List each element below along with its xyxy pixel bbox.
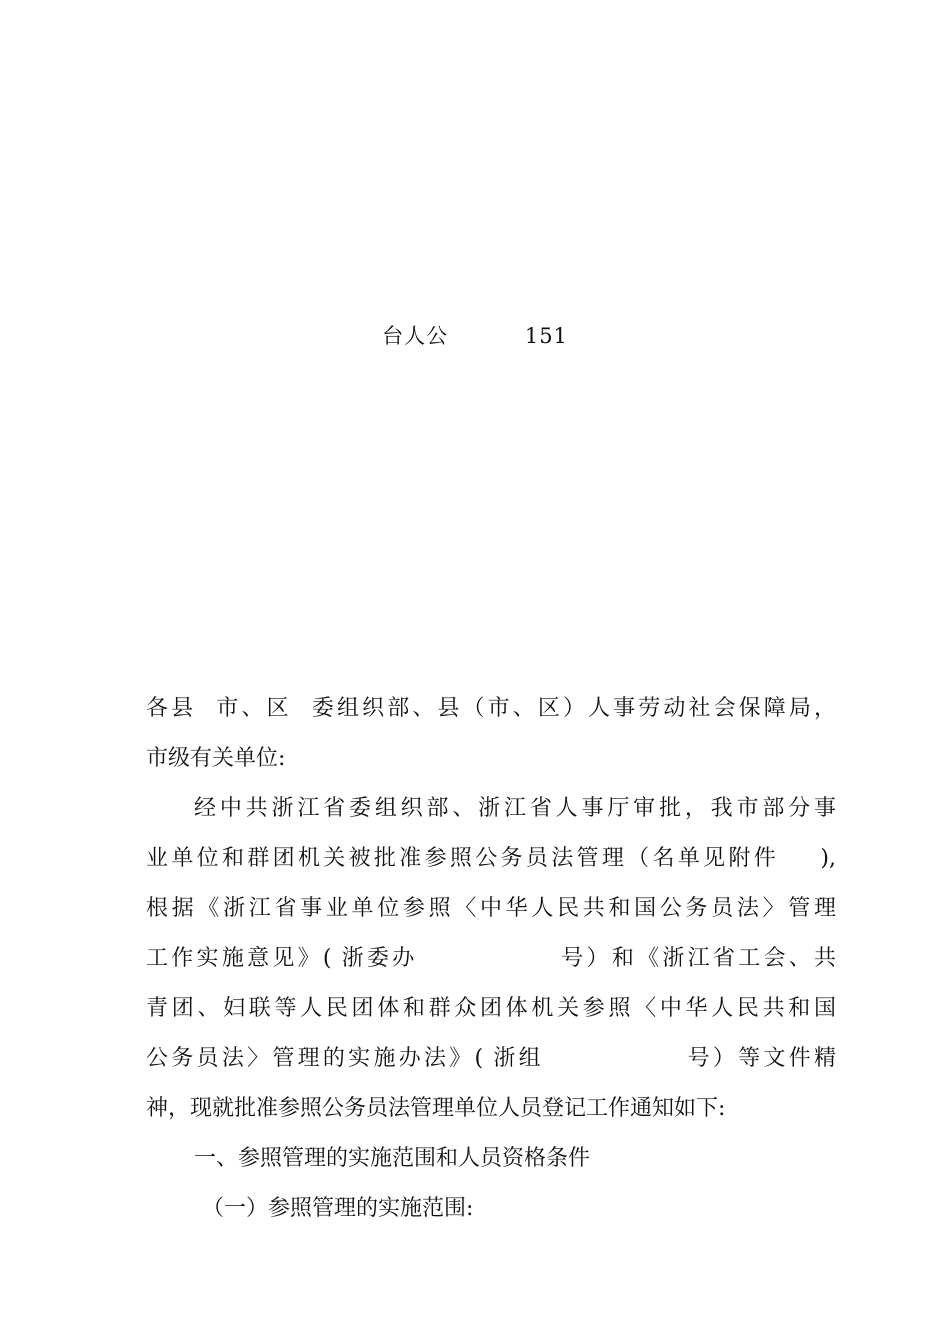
body-paragraph-line: 工作实施意见》( 浙委办 号）和《浙江省工会、共 [146, 946, 836, 971]
document-number: 台人公 151 [382, 324, 568, 348]
recipient-line: 各县 市、区 委组织部、县（市、区）人事劳动社会保障局， [146, 696, 836, 721]
body-paragraph-line: 神，现就批准参照公务员法管理单位人员登记工作通知如下: [146, 1096, 726, 1121]
body-paragraph-line: 根据《浙江省事业单位参照〈中华人民共和国公务员法〉管理 [146, 896, 836, 921]
body-paragraph-line: 经中共浙江省委组织部、浙江省人事厅审批，我市部分事 [194, 796, 836, 821]
recipient-line: 市级有关单位: [146, 746, 286, 771]
body-paragraph-line: 青团、妇联等人民团体和群众团体机关参照〈中华人民共和国 [146, 996, 836, 1021]
subsection-heading: （一）参照管理的实施范围: [202, 1196, 474, 1221]
section-heading: 一、参照管理的实施范围和人员资格条件 [194, 1146, 591, 1171]
document-body [146, 684, 836, 1234]
body-paragraph-line: 公务员法〉管理的实施办法》( 浙组 号）等文件精 [146, 1046, 836, 1071]
body-paragraph-line: 业单位和群团机关被批准参照公务员法管理（名单见附件 ), [146, 846, 836, 871]
